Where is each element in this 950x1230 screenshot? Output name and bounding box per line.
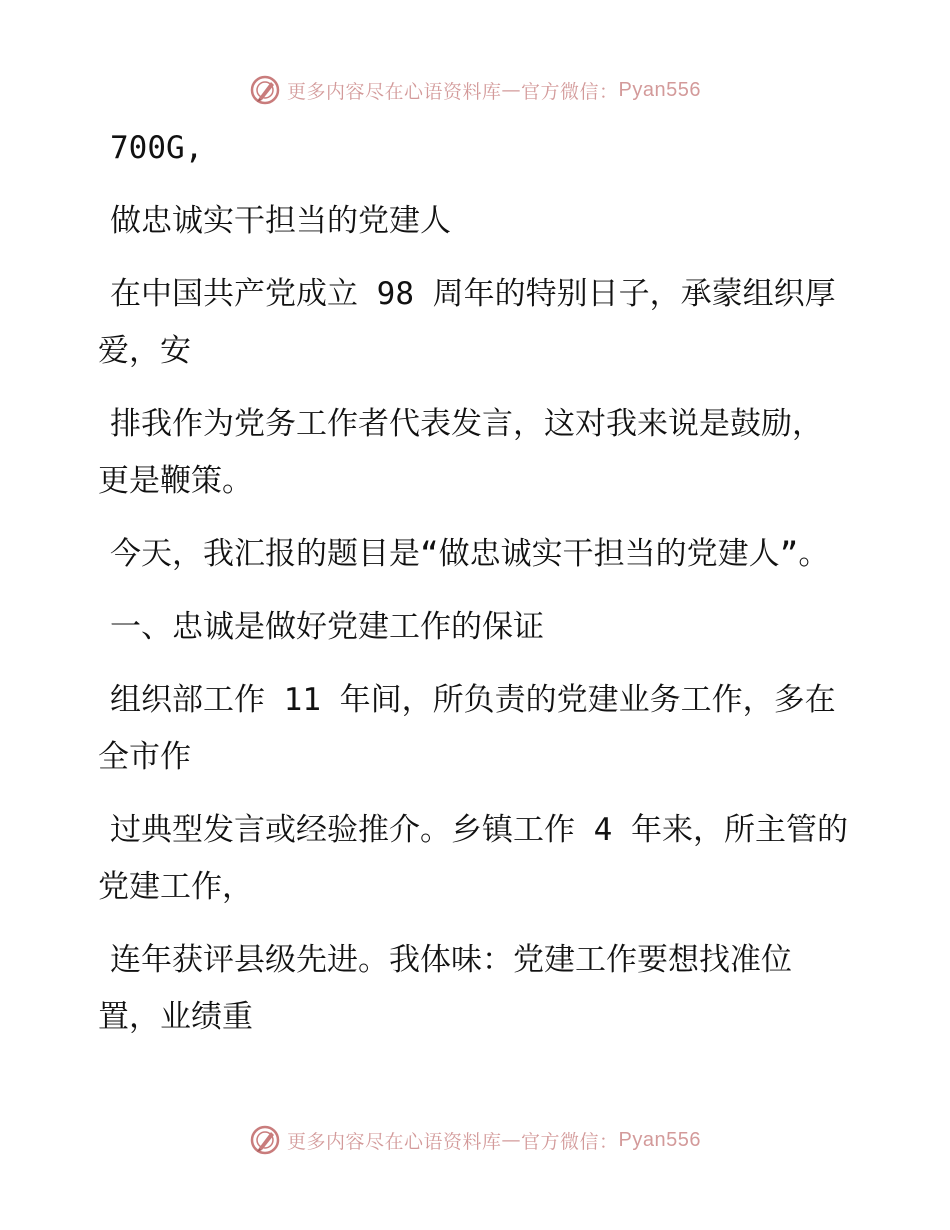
footer-watermark: [0, 1120, 950, 1160]
watermark-wechat-label: 官方微信：: [521, 1130, 619, 1153]
watermark-separator: —: [501, 79, 522, 101]
paragraph: 700G,: [110, 130, 204, 166]
section-heading: 一、忠诚是做好党建工作的保证: [110, 609, 544, 645]
header-watermark: [0, 70, 950, 110]
document-title: 做忠诚实干担当的党建人: [110, 203, 451, 239]
watermark-text: 更多内容尽在心语资料库: [287, 1130, 502, 1153]
watermark-separator: —: [501, 1129, 522, 1151]
watermark-wechat-label: 官方微信：: [521, 80, 619, 103]
paragraph: 在中国共产党成立 98 周年的特别日子，承蒙组织厚爱，安: [98, 276, 836, 369]
paragraph: 连年获评县级先进。我体味：党建工作要想找准位置，业绩重: [98, 942, 792, 1035]
watermark-wechat-id: Pyan556: [618, 1128, 701, 1151]
paragraph: 组织部工作 11 年间，所负责的党建业务工作，多在全市作: [98, 682, 836, 775]
paragraph: 排我作为党务工作者代表发言，这对我来说是鼓励，更是鞭策。: [98, 406, 823, 499]
paragraph: 今天，我汇报的题目是“做忠诚实干担当的党建人”。: [110, 536, 830, 572]
document-body: [98, 120, 848, 1062]
pen-logo-icon: [249, 74, 281, 106]
paragraph: 过典型发言或经验推介。乡镇工作 4 年来，所主管的党建工作，: [98, 812, 848, 905]
watermark-wechat-id: Pyan556: [618, 78, 701, 101]
pen-logo-icon: [249, 1124, 281, 1156]
watermark-text: 更多内容尽在心语资料库: [287, 80, 502, 103]
